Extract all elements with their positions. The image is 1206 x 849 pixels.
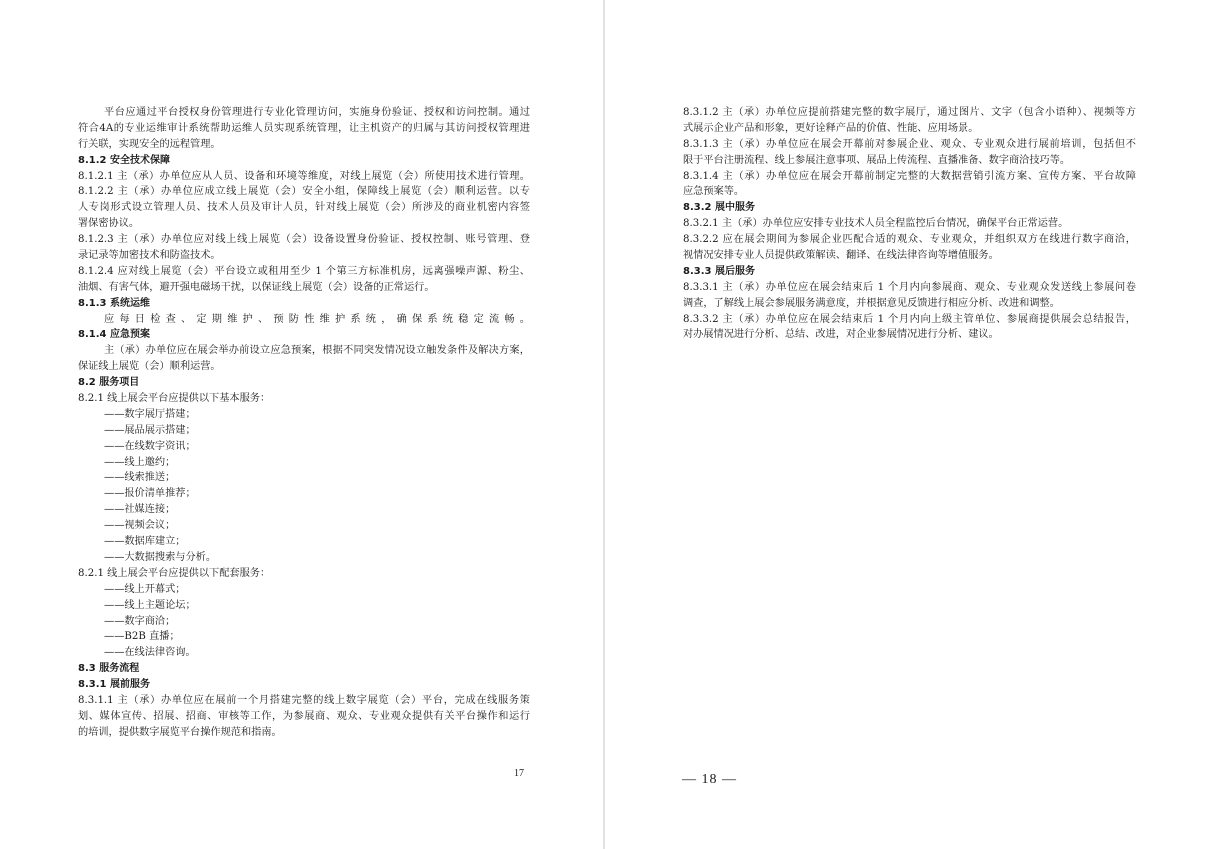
paragraph-line: 8.3.1.1 主（承）办单位应在展前一个月搭建完整的线上数字展览（会）平台，完成在线服务策 xyxy=(78,694,530,706)
paragraph-line: 8.3.1.2 主（承）办单位应提前搭建完整的数字展厅，通过图片、文字（包含小语种）、视频等方 xyxy=(683,107,1136,118)
section-heading: 8.1.3 系统运维 xyxy=(78,297,150,309)
paragraph-line: 行关联，实现安全的远程管理。 xyxy=(78,138,221,150)
paragraph-line: 符合4A的专业运维审计系统帮助运维人员实现系统管理，让主机资产的归属与其访问授权管理进 xyxy=(78,122,530,134)
paragraph-line: 平台应通过平台授权身份管理进行专业化管理访问，实施身份验证、授权和访问控制。通过 xyxy=(104,107,530,118)
page-number-right: — 18 — xyxy=(682,772,737,787)
paragraph-line: 划、媒体宣传、招展、招商、审核等工作，为参展商、观众、专业观众提供有关平台操作和运行 xyxy=(78,710,530,722)
list-item: ——数据库建立； xyxy=(104,536,186,548)
paragraph-line: 署保密协议。 xyxy=(78,218,140,230)
section-heading: 8.3.3 展后服务 xyxy=(683,265,755,277)
paragraph-line: 8.1.2.1 主（承）办单位应从人员、设备和环境等维度，对线上展览（会）所使用技术进行管理。 xyxy=(78,170,530,182)
paragraph-line: 8.1.2.3 主（承）办单位应对线上线上展览（会）设备设置身份验证、授权控制、账号管理、登 xyxy=(78,234,530,246)
paragraph-line: 限于平台注册流程、线上参展注意事项、展品上传流程、直播准备、数字商洽技巧等。 xyxy=(683,154,1071,166)
list-item: ——线上开幕式； xyxy=(104,583,186,595)
paragraph-line: 8.3.2.2 应在展会期间为参展企业匹配合适的观众、专业观众，并组织双方在线进行数字商洽， xyxy=(683,234,1136,246)
paragraph-line: 保证线上展览（会）顺利运营。 xyxy=(78,361,221,373)
paragraph-line: 8.3.3.1 主（承）办单位应在展会结束后 1 个月内向参展商、观众、专业观众发送线上参展问卷 xyxy=(683,281,1136,293)
paragraph-line: 对办展情况进行分析、总结、改进，对企业参展情况进行分析、建议。 xyxy=(683,329,999,341)
paragraph-line: 油烟、有害气体，避开强电磁场干扰，以保证线上展览（会）设备的正常运行。 xyxy=(78,281,435,293)
list-item: ——线上邀约； xyxy=(104,456,176,468)
section-heading: 8.1.4 应急预案 xyxy=(78,329,150,341)
paragraph-line: 式展示企业产品和形象，更好诠释产品的价值、性能、应用场景。 xyxy=(683,122,979,134)
list-item: ——数字商洽； xyxy=(104,615,176,627)
paragraph-line: 8.3.3.2 主（承）办单位应在展会结束后 1 个月内向上级主管单位、参展商提供展会总结报告， xyxy=(683,313,1136,325)
paragraph-line: 应急预案等。 xyxy=(683,186,745,198)
list-item: ——视频会议； xyxy=(104,520,176,532)
paragraph-line: 8.2.1 线上展会平台应提供以下配套服务： xyxy=(78,567,271,579)
left-page-text xyxy=(78,105,530,741)
list-item: ——B2B 直播； xyxy=(104,631,180,643)
section-heading: 8.1.2 安全技术保障 xyxy=(78,154,170,166)
paragraph-line: 8.3.1.3 主（承）办单位应在展会开幕前对参展企业、观众、专业观众进行展前培训，包括但不 xyxy=(683,138,1136,150)
page-number-left: 17 xyxy=(514,768,524,779)
list-item: ——线上主题论坛； xyxy=(104,599,196,611)
list-item: ——在线法律咨询。 xyxy=(104,647,196,659)
paragraph-line: 录记录等加密技术和防盗技术。 xyxy=(78,250,221,262)
section-heading: 8.3.1 展前服务 xyxy=(78,679,150,691)
paragraph-line: 8.1.2.2 主（承）办单位应成立线上展览（会）安全小组，保障线上展览（会）顺利运营。以专 xyxy=(78,186,530,198)
paragraph-line: 人专岗形式设立管理人员、技术人员及审计人员，针对线上展览（会）所涉及的商业机密内容签 xyxy=(78,202,530,214)
list-item: ——报价清单推荐； xyxy=(104,488,196,500)
section-heading: 8.3.2 展中服务 xyxy=(683,202,755,214)
paragraph-line: 8.3.2.1 主（承）办单位应安排专业技术人员全程监控后台情况，确保平台正常运营。 xyxy=(683,218,1069,230)
paragraph-line: 视情况安排专业人员提供政策解读、翻译、在线法律咨询等增值服务。 xyxy=(683,250,999,262)
paragraph-line: 8.1.2.4 应对线上展览（会）平台设立或租用至少 1 个第三方标准机房，远离强噪声源、粉尘、 xyxy=(78,265,530,277)
paragraph-line: 应每日检查、定期维护、预防性维护系统，确保系统稳定流畅。 xyxy=(104,313,530,325)
list-item: ——社媒连接； xyxy=(104,504,176,516)
paragraph-line: 8.2.1 线上展会平台应提供以下基本服务： xyxy=(78,393,271,405)
list-item: ——数字展厅搭建； xyxy=(104,408,196,420)
paragraph-line: 的培训，提供数字展览平台操作规范和指南。 xyxy=(78,726,282,738)
paragraph-line: 主（承）办单位应在展会举办前设立应急预案，根据不同突发情况设立触发条件及解决方案， xyxy=(104,345,530,357)
section-heading: 8.2 服务项目 xyxy=(78,377,140,389)
list-item: ——在线数字资讯； xyxy=(104,440,196,452)
list-item: ——大数据搜索与分析。 xyxy=(104,551,217,563)
right-page-text xyxy=(683,105,1136,343)
paragraph-line: 调查，了解线上展会参展服务满意度，并根据意见反馈进行相应分析、改进和调整。 xyxy=(683,297,1060,309)
paragraph-line: 8.3.1.4 主（承）办单位应在展会开幕前制定完整的大数据营销引流方案、宣传方案、平台故障 xyxy=(683,170,1136,182)
list-item: ——线索推送； xyxy=(104,472,176,484)
section-heading: 8.3 服务流程 xyxy=(78,663,140,675)
list-item: ——展品展示搭建； xyxy=(104,424,196,436)
